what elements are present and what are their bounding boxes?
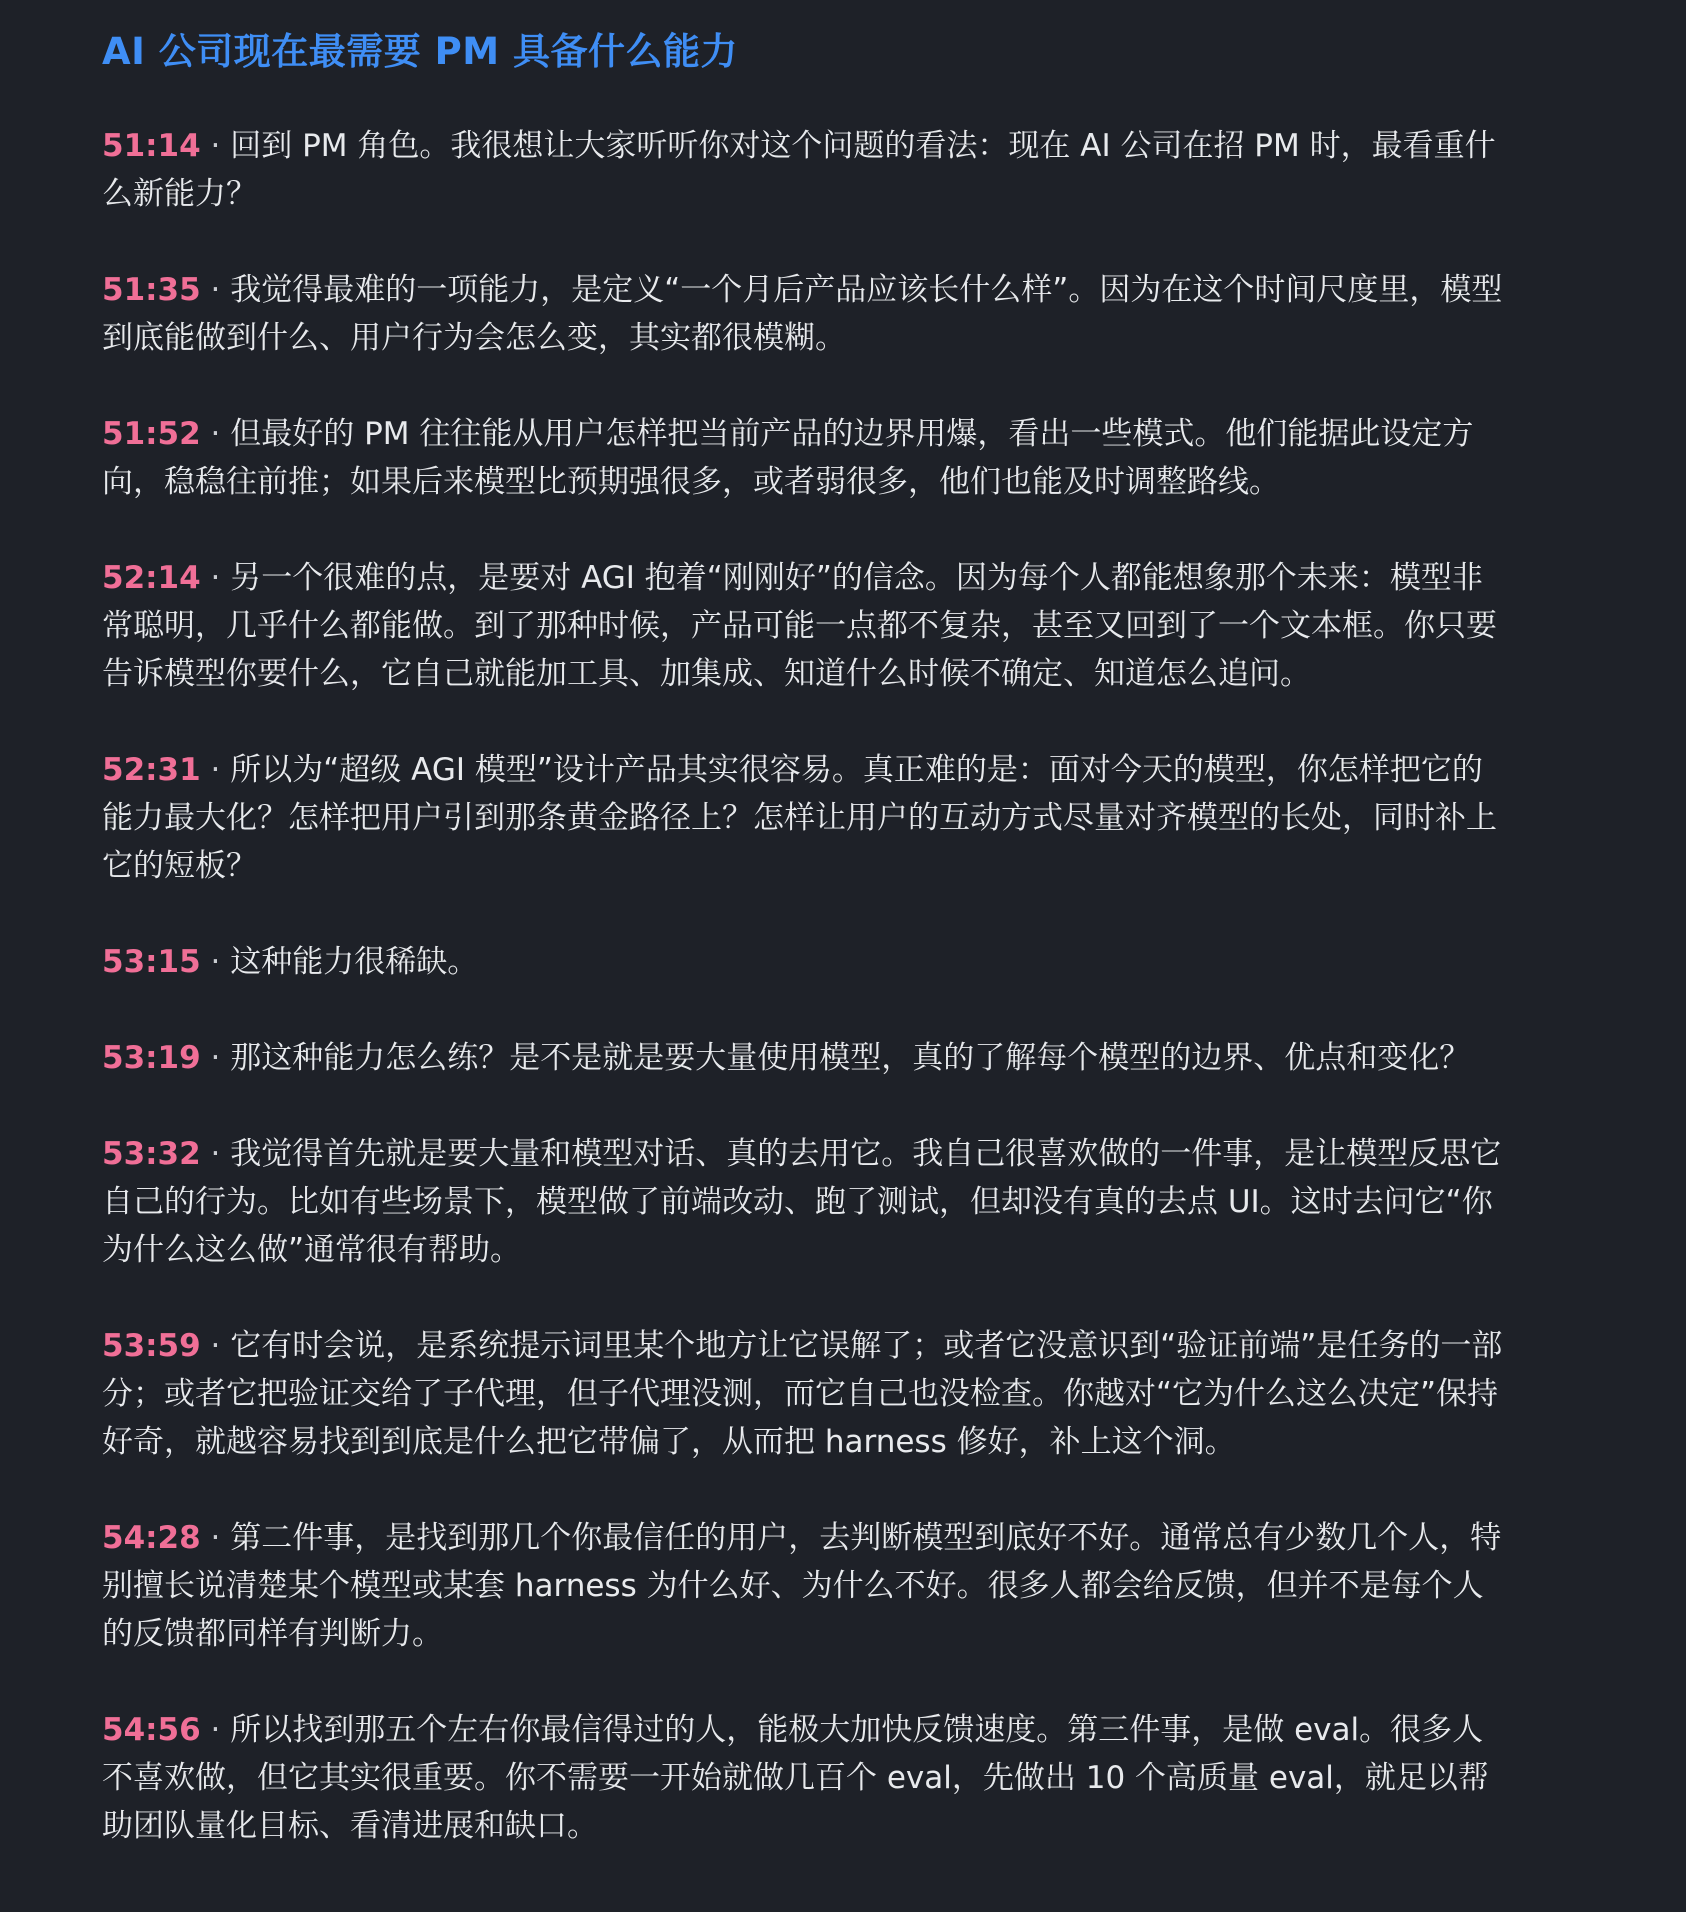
transcript-segment [102,410,1504,506]
timestamp[interactable]: 52:14 [102,560,201,596]
transcript-segment [102,122,1504,218]
transcript-segment [102,1034,1504,1082]
separator: · [200,416,231,452]
segment-text: 所以找到那五个左右你最信得过的人，能极大加快反馈速度。第三件事，是做 eval。很多人不喜欢做，但它其实很重要。你不需要一开始就做几百个 eval，先做出 10 个高质量 eval，就足以帮助团队量化目标、看清进展和缺口。 [102,1712,1489,1844]
timestamp[interactable]: 51:52 [102,416,201,452]
separator: · [200,1136,231,1172]
transcript [102,122,1504,1850]
separator: · [200,1712,231,1748]
segment-text: 它有时会说，是系统提示词里某个地方让它误解了；或者它没意识到“验证前端”是任务的一部分；或者它把验证交给了子代理，但子代理没测，而它自己也没检查。你越对“它为什么这么决定”保持好奇，就越容易找到到底是什么把它带偏了，从而把 harness 修好，补上这个洞。 [102,1328,1503,1460]
separator: · [200,944,231,980]
segment-text: 那这种能力怎么练？是不是就是要大量使用模型，真的了解每个模型的边界、优点和变化？ [230,1040,1471,1076]
segment-text: 回到 PM 角色。我很想让大家听听你对这个问题的看法：现在 AI 公司在招 PM 时，最看重什么新能力？ [102,128,1496,212]
segment-text: 我觉得最难的一项能力，是定义“一个月后产品应该长什么样”。因为在这个时间尺度里，模型到底能做到什么、用户行为会怎么变，其实都很模糊。 [102,272,1503,356]
separator: · [200,560,231,596]
timestamp[interactable]: 54:56 [102,1712,201,1748]
timestamp[interactable]: 51:35 [102,272,201,308]
transcript-segment [102,938,1504,986]
transcript-segment [102,1706,1504,1850]
segment-text: 第二件事，是找到那几个你最信任的用户，去判断模型到底好不好。通常总有少数几个人，特别擅长说清楚某个模型或某套 harness 为什么好、为什么不好。很多人都会给反馈，但并不是每个人的反馈都同样有判断力。 [102,1520,1502,1652]
transcript-segment [102,266,1504,362]
transcript-segment [102,1322,1504,1466]
transcript-segment [102,1514,1504,1658]
transcript-segment [102,1130,1504,1274]
timestamp[interactable]: 53:15 [102,944,201,980]
timestamp[interactable]: 51:14 [102,128,201,164]
transcript-segment [102,746,1504,890]
separator: · [200,128,231,164]
segment-text: 我觉得首先就是要大量和模型对话、真的去用它。我自己很喜欢做的一件事，是让模型反思它自己的行为。比如有些场景下，模型做了前端改动、跑了测试，但却没有真的去点 UI。这时去问它“你为什么这么做”通常很有帮助。 [102,1136,1502,1268]
segment-text: 所以为“超级 AGI 模型”设计产品其实很容易。真正难的是：面对今天的模型，你怎样把它的能力最大化？怎样把用户引到那条黄金路径上？怎样让用户的互动方式尽量对齐模型的长处，同时补上它的短板？ [102,752,1497,884]
timestamp[interactable]: 53:59 [102,1328,201,1364]
segment-text: 但最好的 PM 往往能从用户怎样把当前产品的边界用爆，看出一些模式。他们能据此设定方向，稳稳往前推；如果后来模型比预期强很多，或者弱很多，他们也能及时调整路线。 [102,416,1474,500]
separator: · [200,272,231,308]
timestamp[interactable]: 53:19 [102,1040,201,1076]
separator: · [200,1520,231,1556]
segment-text: 这种能力很稀缺。 [230,944,479,980]
page-title: AI 公司现在最需要 PM 具备什么能力 [102,30,738,73]
segment-text: 另一个很难的点，是要对 AGI 抱着“刚刚好”的信念。因为每个人都能想象那个未来：模型非常聪明，几乎什么都能做。到了那种时候，产品可能一点都不复杂，甚至又回到了一个文本框。你只要告诉模型你要什么，它自己就能加工具、加集成、知道什么时候不确定、知道怎么追问。 [102,560,1497,692]
timestamp[interactable]: 52:31 [102,752,201,788]
timestamp[interactable]: 53:32 [102,1136,201,1172]
separator: · [200,752,231,788]
separator: · [200,1328,231,1364]
transcript-segment [102,554,1504,698]
timestamp[interactable]: 54:28 [102,1520,201,1556]
separator: · [200,1040,231,1076]
